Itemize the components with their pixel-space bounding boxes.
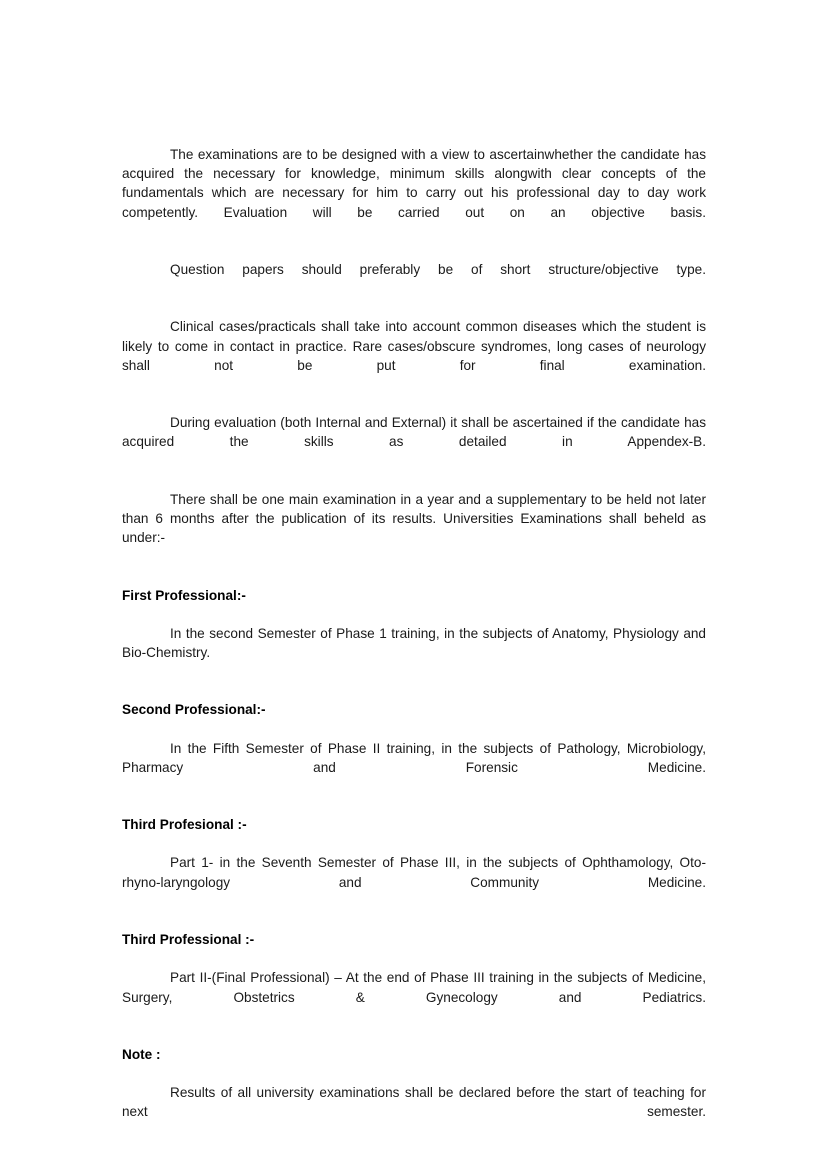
body-paragraph: There shall be one main examination in a year and a supplementary to be held not later than 6 months after the publication of its results. Universities Examinations shall beheld as under:- [122, 491, 706, 546]
body-paragraph: In the Fifth Semester of Phase II training, in the subjects of Pathology, Microbiology, Pharmacy and Forensic Medicine. [122, 740, 706, 775]
body-paragraph: During evaluation (both Internal and External) it shall be ascertained if the candidate has acquired the skills as detailed in Appendex-B. [122, 415, 706, 450]
body-paragraph: Results of all university examinations shall be declared before the start of teaching for next semester. [122, 1085, 706, 1120]
section-heading: Note : [122, 1046, 161, 1062]
body-paragraph: Question papers should preferably be of short structure/objective type. [170, 262, 706, 278]
body-paragraph: The examinations are to be designed with a view to ascertainwhether the candidate has acquired the necessary for knowledge, minimum skills alongwith clear concepts of the fundamentals which are necessary for him to carry out his professional day to day work competently. Evaluation will be carried out on an objective basis. [122, 147, 706, 220]
body-paragraph: In the second Semester of Phase 1 training, in the subjects of Anatomy, Physiology and Bio-Chemistry. [122, 625, 706, 661]
document-body [122, 145, 706, 1160]
body-paragraph: Part II-(Final Professional) – At the end of Phase III training in the subjects of Medicine, Surgery, Obstetrics & Gynecology and Pediatrics. [122, 970, 706, 1005]
body-paragraph: Clinical cases/practicals shall take into account common diseases which the student is likely to come in contact in practice. Rare cases/obscure syndromes, long cases of neurology shall not be put for final examination. [122, 319, 706, 373]
section-heading: Third Professional :- [122, 932, 255, 948]
section-heading: First Professional:- [122, 587, 246, 603]
section-heading: Third Profesional :- [122, 817, 247, 833]
section-heading: Second Professional:- [122, 702, 266, 718]
body-paragraph: Part 1- in the Seventh Semester of Phase III, in the subjects of Ophthamology, Oto-rhyno-laryngology and Community Medicine. [122, 855, 706, 890]
